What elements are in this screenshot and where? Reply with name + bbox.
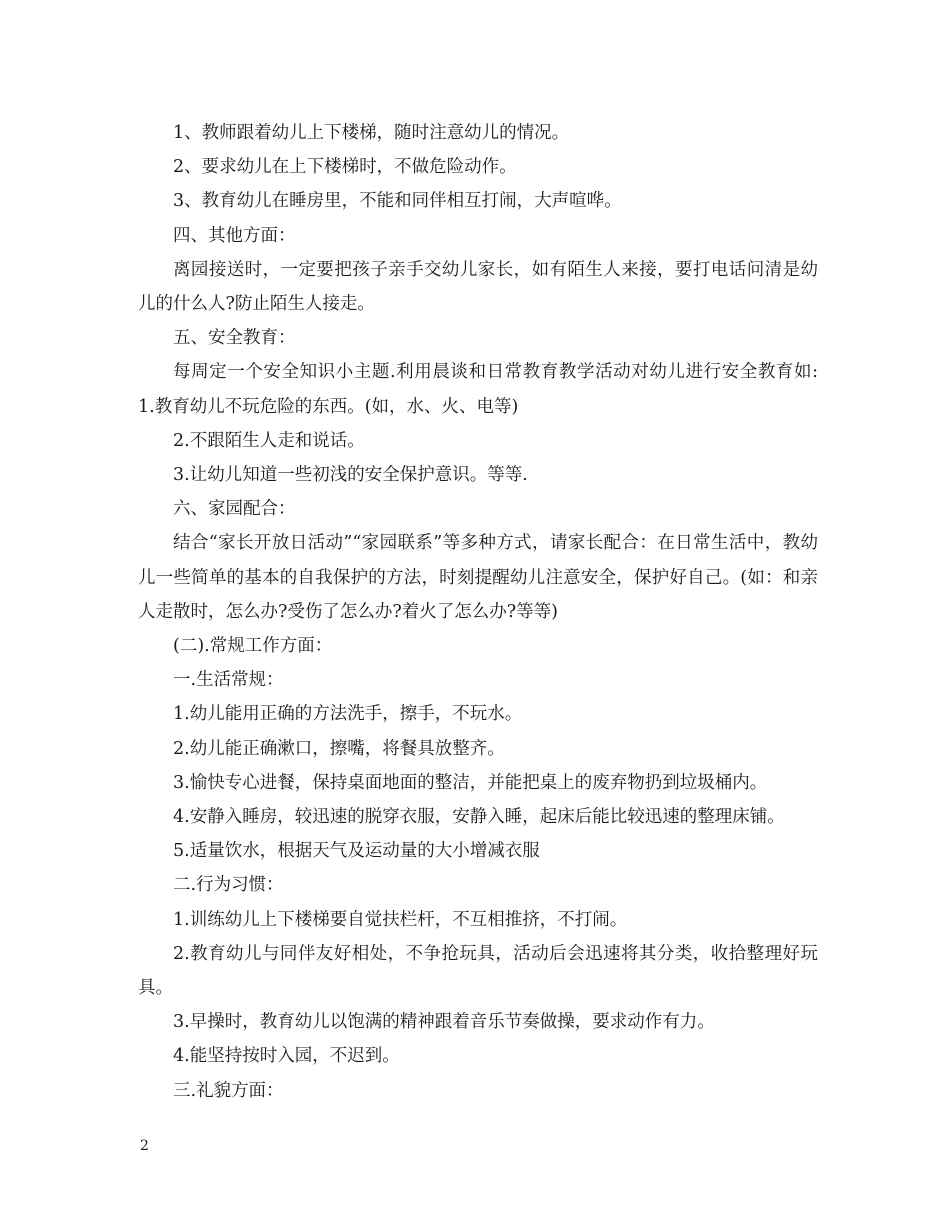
list-item: 5.适量饮水，根据天气及运动量的大小增减衣服: [173, 841, 540, 862]
section-heading: 二.行为习惯：: [173, 875, 284, 896]
paragraph: 2.不跟陌生人走和说话。: [173, 430, 365, 451]
paragraph: 结合“家长开放日活动”“家园联系”等多种方式，请家长配合：在日常生活中，教幼儿一些简单的基本的自我保护的方法，时刻提醒幼儿注意安全，保护好自己。(如：和亲人走散时，怎么办?受伤了怎么办?着火了怎么办?等等): [138, 533, 818, 622]
list-item: 3.愉快专心进餐，保持桌面地面的整洁，并能把桌上的废弃物扔到垃圾桶内。: [173, 772, 768, 793]
page-number: 2: [140, 1138, 149, 1154]
list-item: 1.幼儿能用正确的方法洗手，擦手，不玩水。: [173, 704, 523, 725]
list-item: 4.安静入睡房，较迅速的脱穿衣服，安静入睡，起床后能比较迅速的整理床铺。: [173, 807, 785, 828]
paragraph: 2、要求幼儿在上下楼梯时，不做危险动作。: [173, 157, 517, 178]
document-body: [138, 116, 818, 1108]
list-item: 1.训练幼儿上下楼梯要自觉扶栏杆，不互相推挤，不打闹。: [173, 909, 628, 930]
paragraph: 3.让幼儿知道一些初浅的安全保护意识。等等.: [173, 465, 528, 486]
paragraph: 1、教师跟着幼儿上下楼梯，随时注意幼儿的情况。: [173, 123, 570, 143]
section-heading: 三.礼貌方面：: [173, 1080, 284, 1101]
section-heading: 四、其他方面：: [173, 225, 296, 246]
list-item: 2.教育幼儿与同伴友好相处，不争抢玩具，活动后会迅速将其分类，收拾整理好玩具。: [138, 943, 818, 999]
paragraph: 3、教育幼儿在睡房里，不能和同伴相互打闹，大声喧哗。: [173, 191, 622, 212]
list-item: 2.幼儿能正确漱口，擦嘴，将餐具放整齐。: [173, 738, 505, 759]
section-heading: 五、安全教育：: [173, 328, 296, 349]
paragraph: 离园接送时，一定要把孩子亲手交幼儿家长，如有陌生人来接，要打电话问清是幼儿的什么人?防止陌生人接走。: [138, 259, 818, 315]
section-heading: 六、家园配合：: [173, 499, 296, 520]
section-heading: 一.生活常规：: [173, 670, 284, 691]
list-item: 3.早操时，教育幼儿以饱满的精神跟着音乐节奏做操，要求动作有力。: [173, 1012, 715, 1033]
section-heading: (二).常规工作方面：: [173, 636, 333, 657]
list-item: 4.能坚持按时入园，不迟到。: [173, 1046, 400, 1067]
paragraph: 每周定一个安全知识小主题.利用晨谈和日常教育教学活动对幼儿进行安全教育如: 1.教育幼儿不玩危险的东西。(如，水、火、电等): [138, 362, 818, 417]
